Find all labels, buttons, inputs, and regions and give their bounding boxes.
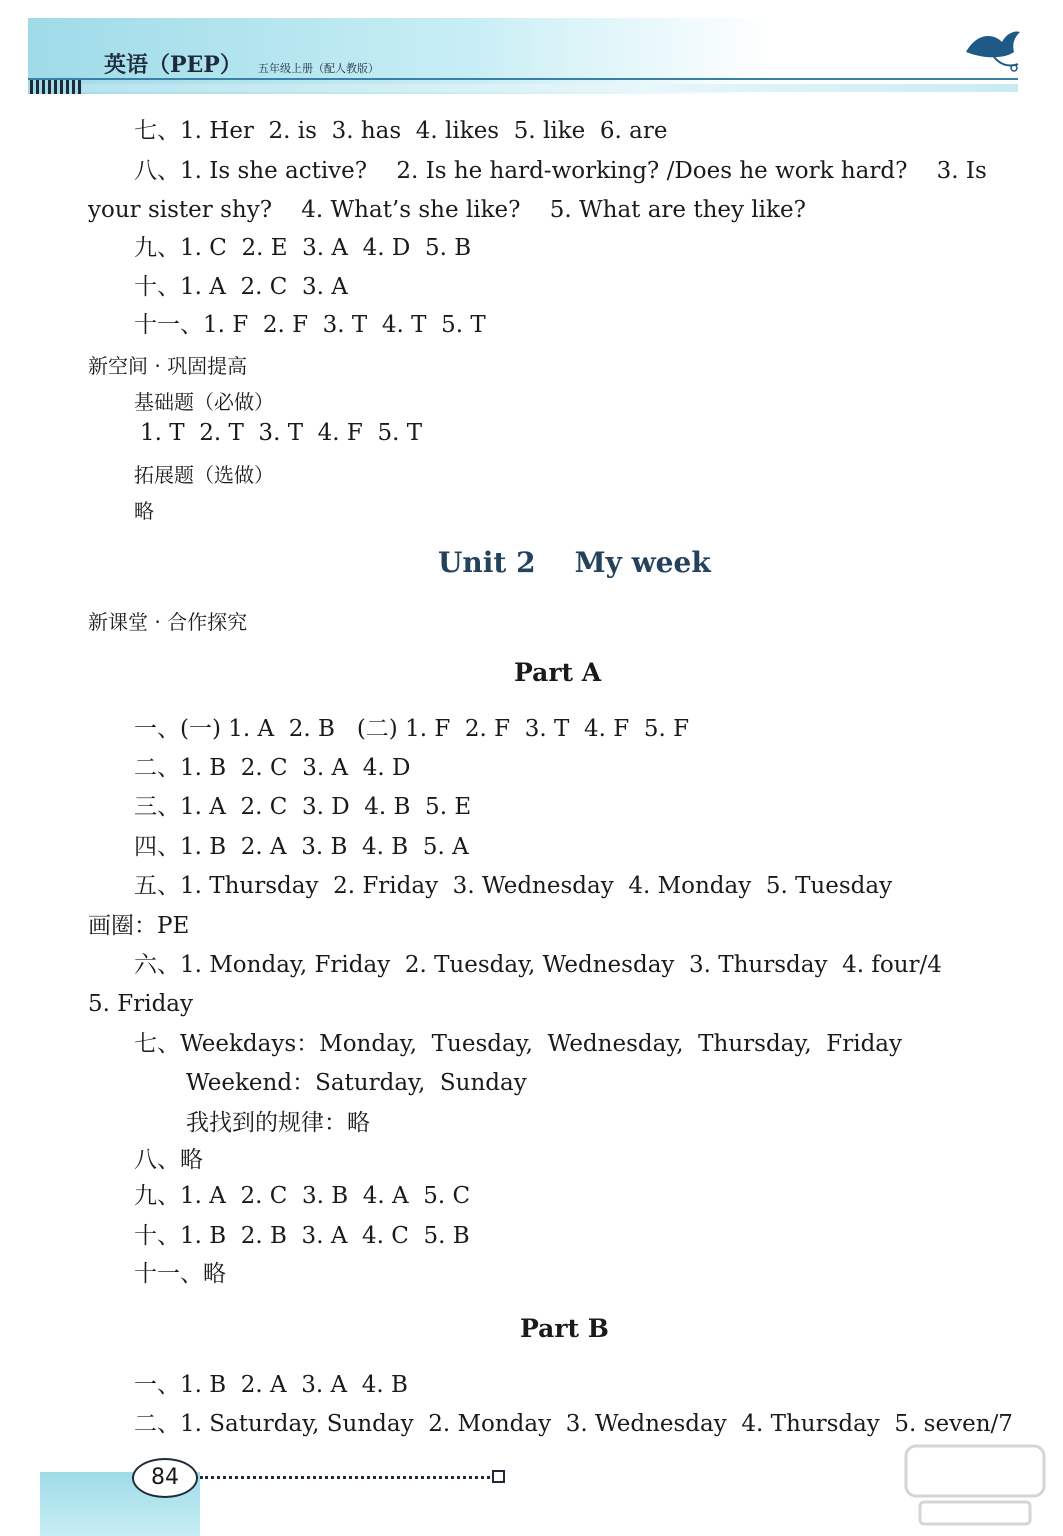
part-a-line: 画圈：PE [88, 913, 190, 939]
part-b-line: 二、1. Saturday, Sunday 2. Monday 3. Wednesday 4. Thursday 5. seven/7 [134, 1411, 1013, 1437]
header-barcode-decoration [30, 80, 82, 94]
answer-line-8-cont: your sister shy? 4. What’s she like? 5. What are they like? [88, 197, 806, 223]
part-a-line: 十一、略 [134, 1261, 226, 1287]
part-a-line: 九、1. A 2. C 3. B 4. A 5. C [134, 1183, 471, 1209]
answer-line-10: 十、1. A 2. C 3. A [134, 274, 348, 300]
answer-line-7: 七、1. Her 2. is 3. has 4. likes 5. like 6. are [134, 118, 668, 144]
page-number: 84 [132, 1458, 198, 1498]
part-b-title: Part B [520, 1314, 609, 1343]
part-a-line: 七、Weekdays：Monday, Tuesday, Wednesday, Thursday, Friday [134, 1031, 902, 1057]
footer-square-icon [492, 1470, 505, 1483]
bird-logo-icon [962, 24, 1022, 76]
part-a-line: Weekend：Saturday, Sunday [186, 1070, 527, 1096]
watermark-stamp-icon [900, 1440, 1050, 1530]
footer-dotted-rule [200, 1476, 490, 1479]
part-a-line: 四、1. B 2. A 3. B 4. B 5. A [134, 834, 469, 860]
part-a-line: 五、1. Thursday 2. Friday 3. Wednesday 4. Monday 5. Tuesday [134, 873, 893, 899]
header-strip [82, 84, 1018, 92]
part-a-line: 我找到的规律：略 [186, 1110, 370, 1136]
part-a-line: 5. Friday [88, 991, 193, 1017]
extend-label: 拓展题（选做） [134, 463, 274, 487]
part-a-line: 六、1. Monday, Friday 2. Tuesday, Wednesday 3. Thursday 4. four/4 [134, 952, 942, 978]
book-title: 英语（PEP） [104, 52, 242, 78]
part-a-line: 八、略 [134, 1147, 203, 1173]
part-a-line: 二、1. B 2. C 3. A 4. D [134, 755, 411, 781]
part-a-line: 三、1. A 2. C 3. D 4. B 5. E [134, 794, 472, 820]
answer-line-11: 十一、1. F 2. F 3. T 4. T 5. T [134, 312, 486, 338]
part-a-line: 一、(一) 1. A 2. B (二) 1. F 2. F 3. T 4. F 5. F [134, 716, 690, 742]
part-a-line: 十、1. B 2. B 3. A 4. C 5. B [134, 1223, 470, 1249]
part-b-line: 一、1. B 2. A 3. A 4. B [134, 1372, 408, 1398]
extend-answer: 略 [134, 499, 154, 523]
part-a-title: Part A [514, 658, 602, 687]
section-heading-consolidate: 新空间 · 巩固提高 [88, 354, 248, 378]
answer-line-9: 九、1. C 2. E 3. A 4. D 5. B [134, 235, 472, 261]
section-heading-explore: 新课堂 · 合作探究 [88, 610, 248, 634]
basic-label: 基础题（必做） [134, 390, 274, 414]
header-rule [28, 78, 1018, 80]
answer-line-8: 八、1. Is she active? 2. Is he hard-working? /Does he work hard? 3. Is [134, 158, 987, 184]
book-subtitle: 五年级上册（配人教版） [258, 62, 379, 75]
basic-answers: 1. T 2. T 3. T 4. F 5. T [140, 420, 423, 446]
unit-title: Unit 2 My week [438, 546, 711, 579]
